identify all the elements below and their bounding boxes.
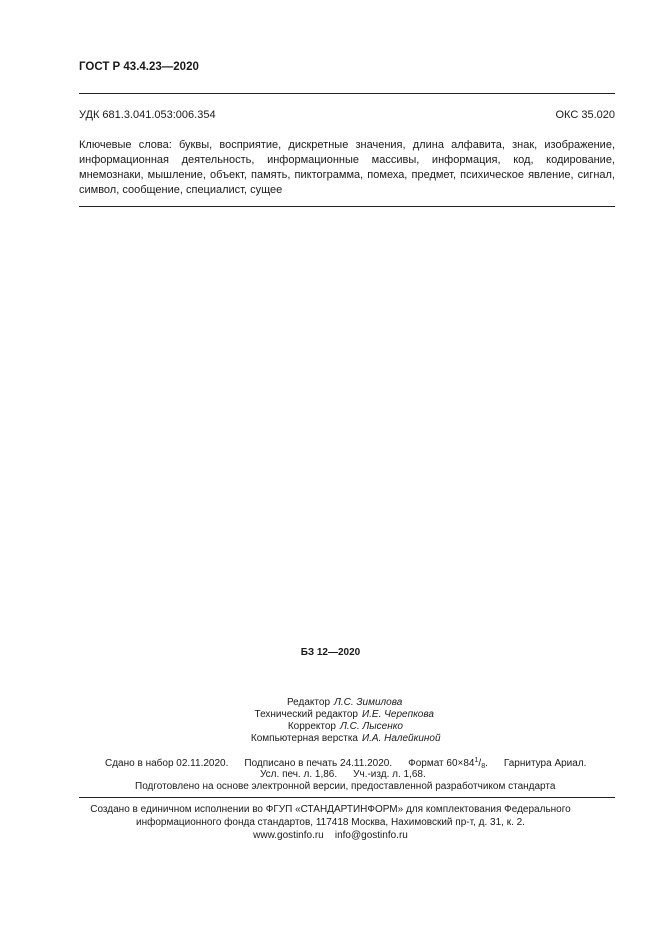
staff-row-corrector bbox=[0, 721, 403, 732]
bz-number: БЗ 12—2020 bbox=[300, 647, 361, 658]
staff-row-tech-editor bbox=[0, 709, 434, 720]
staff-role: Редактор bbox=[286, 697, 330, 708]
footer-line: Создано в единичном исполнении во ФГУП «СТАНДАРТИНФОРМ» для комплектования Федерального bbox=[90, 804, 571, 815]
keywords-line: информационная деятельность, информационные массивы, информация, код, кодирование, bbox=[79, 154, 615, 166]
staff-name: Л.С. Зимилова bbox=[334, 697, 403, 708]
document-code: ГОСТ Р 43.4.23—2020 bbox=[79, 61, 199, 73]
staff-name: Л.С. Лысенко bbox=[340, 721, 403, 732]
staff-role: Компьютерная верстка bbox=[250, 733, 358, 744]
email-link[interactable]: info@gostinfo.ru bbox=[334, 830, 408, 841]
staff-row-layout bbox=[0, 733, 441, 744]
keywords-line: Ключевые слова: буквы, восприятие, дискретные значения, длина алфавита, знак, изображение, bbox=[79, 139, 615, 151]
keywords-divider bbox=[79, 206, 615, 207]
footer-line: информационного фонда стандартов, 117418 Москва, Нахимовский пр-т, д. 31, к. 2. bbox=[136, 817, 525, 828]
staff-name: И.А. Налейкиной bbox=[362, 733, 441, 744]
staff-role: Корректор bbox=[287, 721, 336, 732]
footer-contacts bbox=[0, 829, 661, 842]
print-sheets: Усл. печ. л. 1,86. bbox=[260, 769, 338, 780]
header-divider bbox=[79, 93, 615, 94]
signed-date: Подписано в печать 24.11.2020. bbox=[244, 758, 393, 769]
prepared-note: Подготовлено на основе электронной версии, предоставленной разработчиком стандарта bbox=[135, 781, 556, 792]
keywords-line: символ, сообщение, специалист, сущее bbox=[79, 184, 283, 196]
staff-role: Технический редактор bbox=[254, 709, 358, 720]
udk-code: УДК 681.3.041.053:006.354 bbox=[79, 109, 216, 121]
footer-block bbox=[0, 803, 661, 842]
keywords-line: мнемознаки, мышление, объект, память, пиктограмма, помеха, предмет, психическое явление, сигнал, bbox=[79, 169, 615, 181]
typeset-date: Сдано в набор 02.11.2020. bbox=[105, 758, 229, 769]
footer-divider bbox=[79, 797, 615, 798]
oks-code: ОКС 35.020 bbox=[555, 109, 615, 121]
publication-line-2 bbox=[260, 769, 426, 780]
font-name: Гарнитура Ариал. bbox=[503, 758, 587, 769]
staff-name: И.Е. Черепкова bbox=[362, 709, 434, 720]
staff-row-editor bbox=[0, 697, 402, 708]
paper-format: Формат $60\times 84^1/_8$. bbox=[408, 757, 488, 770]
website-link[interactable]: www.gostinfo.ru bbox=[253, 830, 324, 841]
publication-sheets: Уч.-изд. л. 1,68. bbox=[353, 769, 426, 780]
keywords-block bbox=[79, 138, 615, 198]
